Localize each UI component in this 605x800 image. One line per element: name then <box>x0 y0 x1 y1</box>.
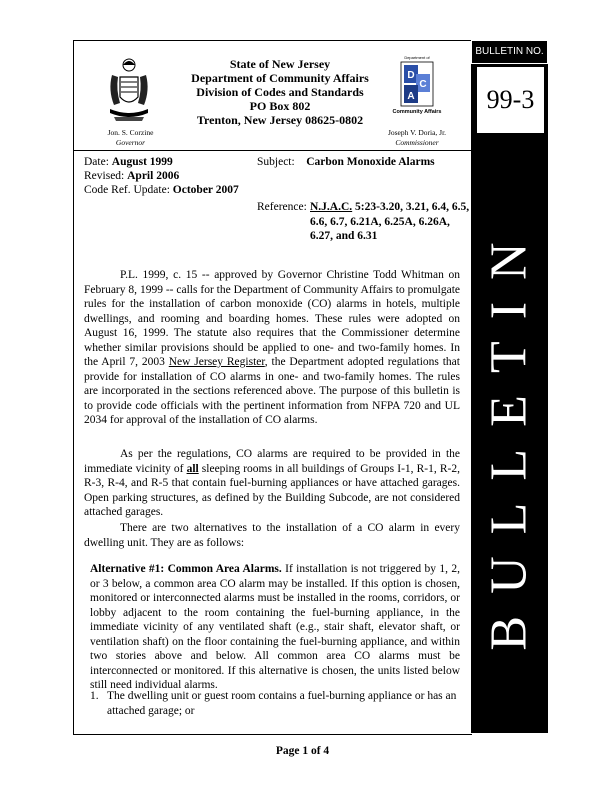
bulletin-number: 99-3 <box>477 67 544 133</box>
bulletin-sidebar <box>471 40 548 733</box>
document-dates <box>84 155 239 197</box>
paragraph-alternatives: There are two alternatives to the installation of a CO alarm in every dwelling unit. They are as follows: <box>84 522 460 549</box>
bulletin-word: BULLETIN <box>481 219 539 651</box>
svg-text:D: D <box>407 70 415 81</box>
reference-label: Reference: <box>257 201 307 213</box>
subject-value: Carbon Monoxide Alarms <box>306 156 435 168</box>
logo-text-bottom: Community Affairs <box>392 109 442 115</box>
dca-logo-icon <box>392 54 442 124</box>
paragraph-text: As per the regulations, CO alarms are required to be provided in the immediate vicinity of <box>84 448 460 475</box>
list-item-number: 1. <box>90 690 99 702</box>
code-ref-label: Code Ref. Update: <box>84 184 170 196</box>
paragraph-statute <box>84 268 460 428</box>
agency-line: Department of Community Affairs <box>191 71 369 85</box>
agency-line: Division of Codes and Standards <box>196 85 364 99</box>
revised-value: April 2006 <box>127 170 180 182</box>
governor-title: Governor <box>115 138 146 147</box>
agency-address <box>170 57 390 127</box>
state-seal-icon <box>104 55 154 125</box>
header-divider <box>73 150 471 151</box>
all-emphasis: all <box>186 462 199 475</box>
reference-sections: 5:23-3.20, 3.21, 6.4, 6.5, 6.6, 6.7, 6.21A, 6.25A, 6.26A, 6.27, and 6.31 <box>310 201 470 242</box>
agency-line: State of New Jersey <box>229 57 331 71</box>
code-ref-value: October 2007 <box>172 184 239 196</box>
governor-name: Jon. S. Corzine <box>107 128 154 137</box>
subject-line <box>257 155 435 169</box>
paragraph-text: P.L. 1999, c. 15 -- approved by Governor Christine Todd Whitman on February 8, 1999 -- calls for the Department of Community Affairs to promulgate rules for the installation of carbon monoxide (CO) alarms in hotels, multiple dwellings, and rooming and boarding homes. These rules were adopted on August 16, 1999. The statute also requires that the Commissioner determine whether similar provisions should be applied to one- and two-family homes. In the April 7, 2003 <box>84 269 460 368</box>
commissioner-title: Commissioner <box>395 138 439 147</box>
list-item-text: The dwelling unit or guest room contains a fuel-burning appliance or has an attached garage; or <box>107 690 457 717</box>
alternative-1-title: Alternative #1: Common Area Alarms. <box>90 563 282 575</box>
paragraph-text: , the Department adopted regulations that provide for installation of CO alarms in one- and two-family homes. The rules are incorporated in the sections referenced above. The purpose of this bulletin is to provide code officials with the pertinent information from NFPA 720 and UL 2034 for approval of the installation of CO alarms. <box>84 356 460 426</box>
bulletin-number-label: BULLETIN NO. <box>471 40 548 64</box>
reference-code: N.J.A.C. <box>310 201 353 213</box>
logo-text-top: Department of <box>404 55 430 60</box>
nj-register-text: New Jersey Register <box>168 356 265 368</box>
revised-label: Revised: <box>84 170 125 182</box>
agency-line: PO Box 802 <box>249 99 311 113</box>
date-value: August 1999 <box>111 156 173 168</box>
date-label: Date: <box>84 156 109 168</box>
governor-block <box>88 128 173 148</box>
svg-text:C: C <box>419 79 427 90</box>
commissioner-block <box>372 128 462 148</box>
subject-label: Subject: <box>257 156 295 168</box>
paragraph-text: sleeping rooms in all buildings of Groups I-1, R-1, R-2, R-3, R-4, and R-5 that contain fuel-burning appliances or have attached garages. Open parking structures, as defined by the Building Subcode, are not considered attached garages. <box>84 462 460 518</box>
svg-text:A: A <box>407 91 415 102</box>
reference-value <box>310 200 470 244</box>
commissioner-name: Joseph V. Doria, Jr. <box>387 128 447 137</box>
page-number: Page 1 of 4 <box>275 745 330 757</box>
bulletin-word-container <box>471 145 548 725</box>
alternative-1-text: If installation is not triggered by 1, 2, or 3 below, a common area CO alarm may be installed. If this option is chosen, monitored or interconnected alarms must be installed in the rooms, corridors, or lobby adjacent to the room containing the fuel-burning appliance, in the immediate vicinity of any ventilated shaft (e.g., stair shaft, elevator shaft, or ventilation shaft) on the floor containing the fuel-burning appliance, and within two stories above and below. All common area CO alarms must be interconnected or monitored. If this alternative is chosen, the units listed below still need individual alarms. <box>90 563 461 691</box>
alternative-1 <box>90 562 460 693</box>
agency-line: Trenton, New Jersey 08625-0802 <box>196 113 364 127</box>
paragraph-requirements <box>84 447 460 520</box>
